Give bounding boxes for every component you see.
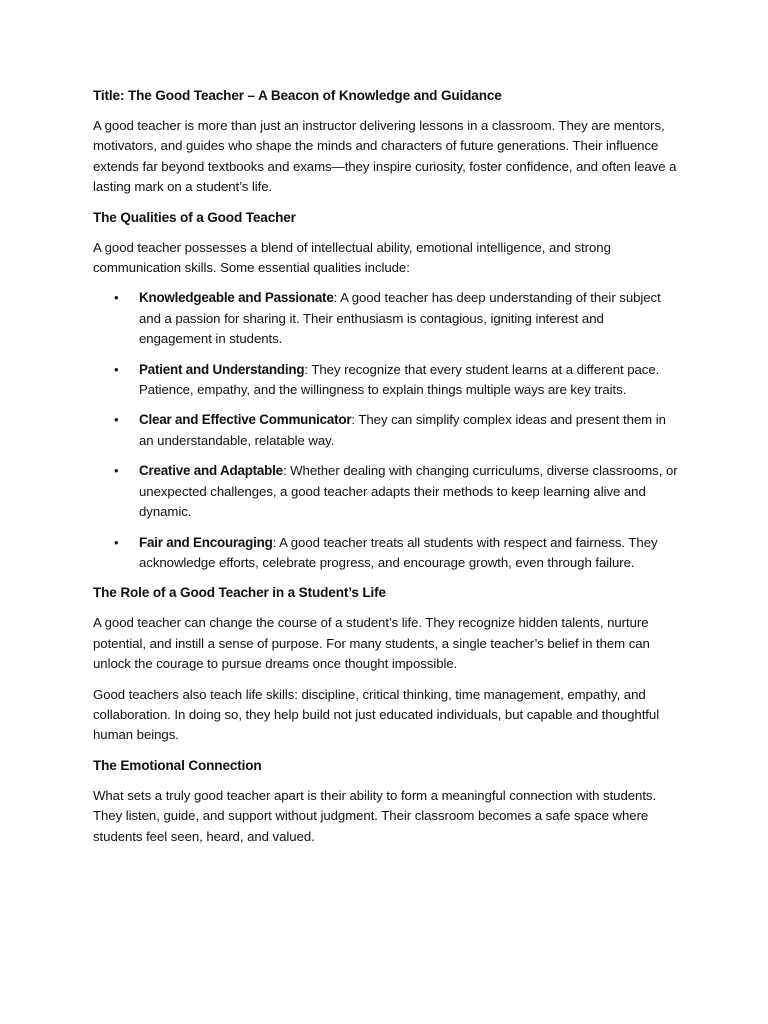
quality-description: : A good teacher has deep understanding of their subject and a passion for sharing it. Their enthusiasm is contagious, igniting interest and engagement in students. (139, 290, 661, 347)
bullet-icon: • (114, 412, 119, 428)
role-paragraph: A good teacher can change the course of a student’s life. They recognize hidden talents, nurture potential, and instill a sense of purpose. For many students, a single teacher’s belief in them can unlock the courage to pursue dreams once thought impossible. (93, 615, 650, 672)
quality-term: Knowledgeable and Passionate (139, 290, 334, 306)
quality-term: Clear and Effective Communicator (139, 412, 352, 428)
quality-description: : A good teacher treats all students with respect and fairness. They acknowledge efforts, celebrate progress, and encourage growth, even through failure. (139, 534, 658, 570)
role-paragraph: Good teachers also teach life skills: discipline, critical thinking, time management, empathy, and collaboration. In doing so, they help build not just educated individuals, but capable and thoughtful human beings. (93, 686, 660, 743)
bullet-icon: • (114, 463, 119, 479)
document-title: Title: The Good Teacher – A Beacon of Knowledge and Guidance (93, 88, 502, 103)
quality-description: : They can simplify complex ideas and present them in an understandable, relatable way. (139, 412, 666, 448)
role-heading: The Role of a Good Teacher in a Student’s Life (93, 585, 386, 601)
bullet-icon: • (114, 290, 119, 306)
list-item (93, 461, 678, 522)
quality-description: : They recognize that every student learns at a different pace. Patience, empathy, and the willingness to explain things multiple ways are key traits. (139, 361, 660, 398)
list-item (93, 360, 678, 401)
bullet-icon: • (114, 361, 119, 377)
emotional-heading: The Emotional Connection (93, 757, 262, 773)
document-page (93, 86, 678, 857)
list-item (93, 410, 678, 451)
quality-term: Creative and Adaptable (139, 463, 283, 479)
quality-term: Patient and Understanding (139, 361, 305, 377)
quality-description: : Whether dealing with changing curriculums, diverse classrooms, or unexpected challenges, a good teacher adapts their methods to keep learning alive and dynamic. (139, 463, 678, 520)
list-item (93, 533, 678, 574)
quality-term: Fair and Encouraging (139, 534, 273, 550)
list-item (93, 288, 678, 349)
qualities-heading: The Qualities of a Good Teacher (93, 209, 296, 225)
emotional-paragraph: What sets a truly good teacher apart is their ability to form a meaningful connection with students. They listen, guide, and support without judgment. Their classroom becomes a safe space where students feel seen, heard, and valued. (93, 787, 657, 844)
qualities-intro-paragraph: A good teacher possesses a blend of intellectual ability, emotional intelligence, and strong communication skills. Some essential qualities include: (93, 239, 611, 276)
intro-paragraph: A good teacher is more than just an instructor delivering lessons in a classroom. They are mentors, motivators, and guides who shape the minds and characters of future generations. Their influence extends far beyond textbooks and exams—they inspire curiosity, foster confidence, and often leave a lasting mark on a student’s life. (93, 118, 677, 195)
qualities-list (93, 288, 678, 573)
bullet-icon: • (114, 534, 119, 550)
